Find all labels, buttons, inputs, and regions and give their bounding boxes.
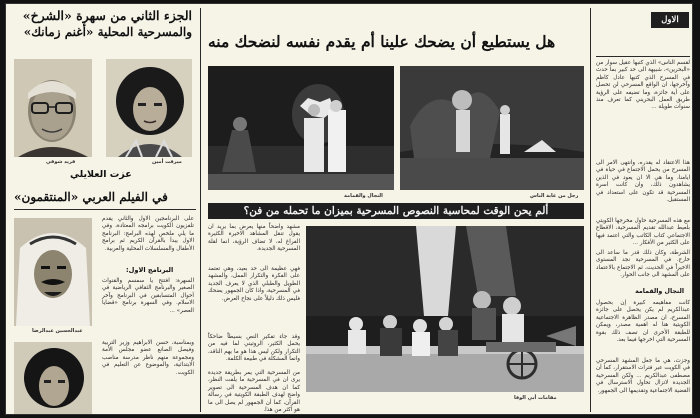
center-text-b: فهي عظيمة الى حد بعيد، وهي تعتمد على الفكرة والتكرار الممل، والمشهد الطويل والطبلي الذي لا يعرف الجديد في المسرحية، واذا كان الجمهور يضحك فليس ذلك دليلاً على نجاح العرض. bbox=[208, 266, 300, 302]
caption-farid-shawqi: فريد شوقي bbox=[46, 159, 76, 165]
portrait-man-ghutra bbox=[14, 218, 92, 326]
caption-mervat-amin: ميرفت أمين bbox=[152, 159, 182, 165]
stage-photo-main bbox=[306, 226, 584, 392]
newspaper-clipping bbox=[6, 4, 692, 414]
portrait-older-man bbox=[14, 59, 92, 157]
right-text-d: الشرطة، وكان ذلك قدر ما ساعد الى خارج. في المسرحية نجد المستوى الاخيراً في الحديث، ثم الاجتماع بالاعتماد على المشهد الى جانب الحوار. bbox=[596, 250, 690, 279]
right-sub-label: النجال والقمامة bbox=[635, 288, 684, 295]
left-program-label: البرنامج الاول: bbox=[126, 266, 174, 274]
band-headline: ألم يحن الوقت لمحاسبة النصوص المسرحية بميزان ما تحمله من فن؟ bbox=[208, 203, 584, 219]
caption-stage-right: رجل من غابة الناس bbox=[530, 193, 579, 199]
caption-abdulhussain: عبدالحسين عبدالرضا bbox=[32, 328, 83, 334]
column-rule-left bbox=[200, 8, 201, 412]
main-headline: هل يستطيع أن يضحك علينا أم يقدم نفسه لنضحك منه bbox=[208, 32, 556, 51]
portrait-woman-bottom bbox=[14, 342, 92, 414]
portrait-woman bbox=[106, 59, 192, 157]
left-divider bbox=[14, 209, 196, 210]
right-text-b: هذا الاعتقاد له يقدره، وانتهى الامر الى المسرح من يحمل الاجتماع في حياة في ايامنا، وما هي الا ان يعود في الذين يشاهدون ذلك، وان كانت اسرة المسرحية قد تكون على استعداد في المستقبل. bbox=[596, 160, 690, 204]
left-headline-line1: الجزء الثاني من سهرة «الشرخ» bbox=[22, 8, 192, 23]
left-text-c: وبمناسبة، حسن الابراهيم وزير التربية وفيصل الصانع عضو مجلس الأمة ومجموعة منهم ناظر مدرسة مناصب الابتدائية، والموضوع عن التعليم في الكويت. bbox=[102, 340, 194, 376]
left-headline-line2: والمسرحية المحلية «أغنم زمانك» bbox=[23, 25, 192, 39]
right-text-c: مع هذه المسرحية حاول مخرجها الكويتي بلعيط عبدالله تقديم المسرحية، الاقطاع الاجتماعي كتاب الكاتب والتي اعتمد فيها على الكثير من الأفكار ... bbox=[596, 218, 690, 247]
caption-stage-left: النجال والقمامة bbox=[344, 193, 383, 199]
center-text-a: مشهد واضحاً منها يعرض بما يريد ان يقول تنقل المشاهد الاخيرة الكثيرة الفراغ له، لا تضاف الرؤية، انما لقلة المسرحية الجديدة. bbox=[208, 224, 300, 253]
left-text-a: على البرنامجين الاول والثاني يقدم تلفزيون الكويت برامجه المعتادة، وفي ما يلي ملخص لهذه البرامج: البرنامج الاول يبدأ بالقرآن الكريم ثم برامج الأطفال والمسلسلات المحلية والعربية. bbox=[102, 216, 194, 252]
right-top-rule bbox=[596, 56, 690, 57]
stage-photo-left bbox=[208, 66, 394, 190]
center-text-c: وقد جاء تفكير النص بسيطاً ضاحكاً يحمل الكثير، الروتيني لما فيه من التكرار ولكن ليس هذا هو ما يهم الناقد، وانما المشكلة في طبيعة الكلمة. bbox=[208, 334, 300, 363]
stage-photo-right bbox=[400, 66, 584, 190]
name-ezzat-elalaili: عزت العلايلي bbox=[70, 169, 132, 180]
center-text-d: من المسرحية التي يمر بطريقة جديدة يرى ان في المسرحية ما يلفت النظر، كما ان هدف المسرحية الى تصوير واضح لهدف الطبقة الكويتية في رسالة القرآن، كما أن الجمهور لم يصل الى ما هو اكثر من هذا. bbox=[208, 370, 300, 414]
caption-stage-main: مقامات أبي الوفا bbox=[514, 395, 557, 401]
right-text-e: كانت مفاهيمه كبيرة إن بحصول عبدالكريم لم يكن يحصل على جائزة المسرح، ان مصدر الظاهرة الاجتماعية الكويتية هنا له اهمية مصدر، ويمكن للطبقة الأخرى ان تصف ذلك بقوة المسرحية التي اخرجها فيما بعد. bbox=[596, 300, 690, 344]
right-text-a: لقسم الناس» الذي كتبها عقيل سوار من «البحرين»، شبيهة الى حد كبير بما حدث في المسرح الذي كتبها عادل كاظم وآخرجها، ان الواقع المسرحي لن تحصل على أية جائزة، وما تضيفه على الرؤية طريق العمل البحريني كما تعرف منذ سنوات طويلة ... bbox=[596, 60, 690, 111]
left-film-title: في الفيلم العربي «المنتقمون» bbox=[14, 190, 168, 204]
column-rule-right bbox=[590, 8, 591, 412]
right-text-f: وجزت، هي ما جعل المشهد المسرحي في الكويت عبر فترات الاستقرار، كما أن مصطفى عبدالكريم ... ولكن المسرحية الجديدة لاتزال تحاول الاسترسال في القضية الاجتماعية وتقديمها الى الجمهور. bbox=[596, 358, 690, 394]
left-text-b: السهرة: افتتح يا سمسم والقنوات الصغير والبرنامج الثقافي الرياضية في أحوال المتسابقين في البرنامج وآخر الاسلام. وفي السهرة برنامج «قضايا العصر» ... bbox=[102, 278, 194, 314]
section-tag: الاول bbox=[651, 12, 689, 28]
